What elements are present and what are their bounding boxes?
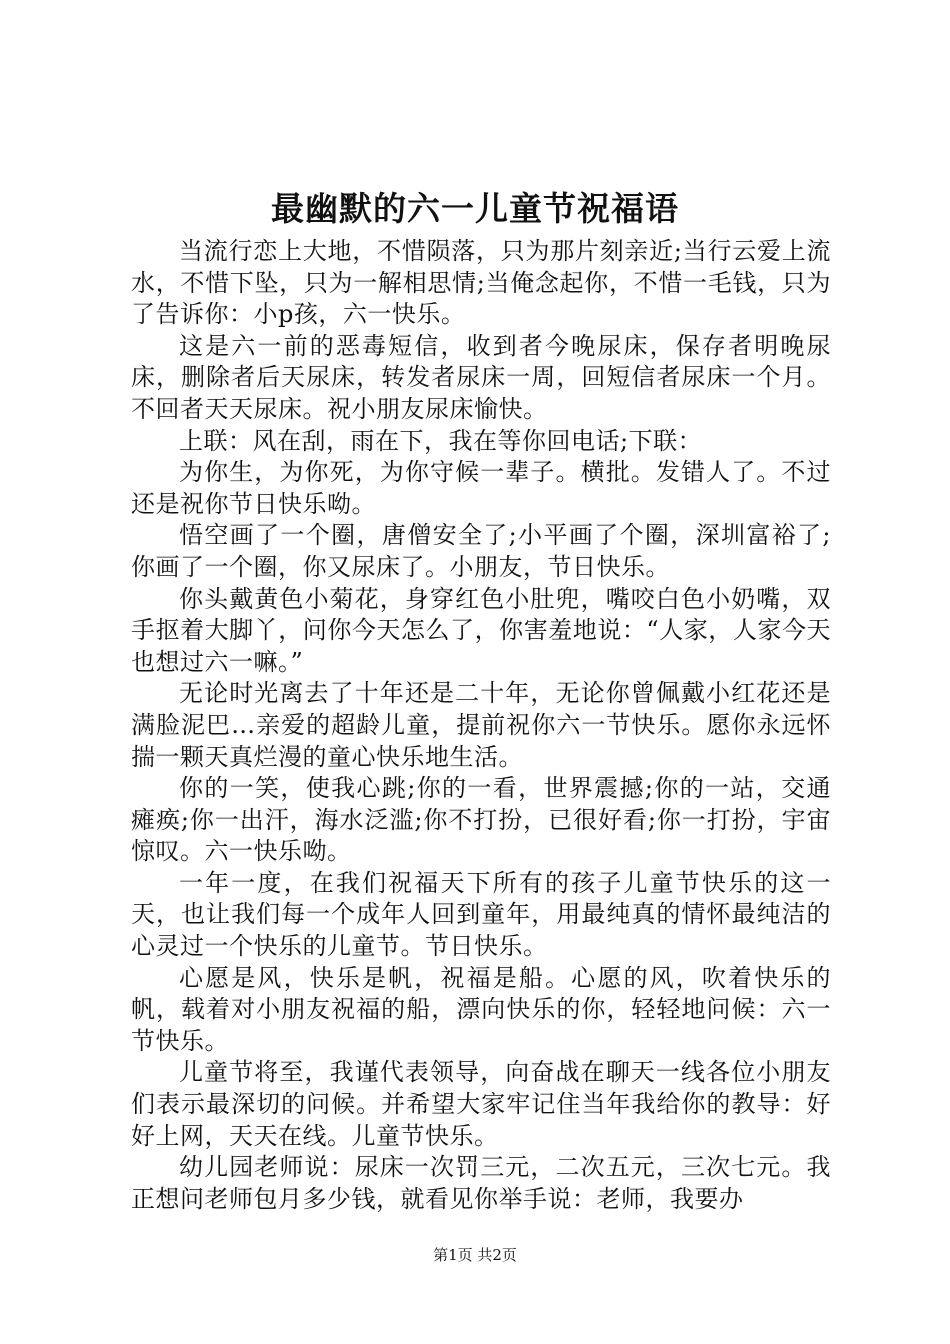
paragraph: 这是六一前的恶毒短信，收到者今晚尿床，保存者明晚尿床，删除者后天尿床，转发者尿床一周，回短信者尿床一个月。不回者天天尿床。祝小朋友尿床愉快。 xyxy=(131,331,831,423)
paragraph: 悟空画了一个圈，唐僧安全了;小平画了个圈，深圳富裕了;你画了一个圈，你又尿床了。小朋友，节日快乐。 xyxy=(131,521,831,581)
paragraph: 你的一笑，使我心跳;你的一看，世界震撼;你的一站，交通瘫痪;你一出汗，海水泛滥;你不打扮，已很好看;你一打扮，宇宙惊叹。六一快乐呦。 xyxy=(131,774,831,866)
paragraph: 为你生，为你死，为你守候一辈子。横批。发错人了。不过还是祝你节日快乐呦。 xyxy=(131,458,831,518)
paragraph: 一年一度，在我们祝福天下所有的孩子儿童节快乐的这一天，也让我们每一个成年人回到童年，用最纯真的情怀最纯洁的心灵过一个快乐的儿童节。节日快乐。 xyxy=(131,868,831,961)
document-body xyxy=(131,236,831,1215)
paragraph: 心愿是风，快乐是帆，祝福是船。心愿的风，吹着快乐的帆，载着对小朋友祝福的船，漂向快乐的你，轻轻地问候：六一节快乐。 xyxy=(131,963,831,1055)
paragraph: 儿童节将至，我谨代表领导，向奋战在聊天一线各位小朋友们表示最深切的问候。并希望大家牢记住当年我给你的教导：好好上网，天天在线。儿童节快乐。 xyxy=(131,1058,831,1150)
page-footer: 第1页 共2页 xyxy=(433,1246,517,1264)
paragraph: 你头戴黄色小菊花，身穿红色小肚兜，嘴咬白色小奶嘴，双手抠着大脚丫，问你今天怎么了，你害羞地说：“人家，人家今天也想过六一嘛。” xyxy=(131,584,831,676)
paragraph: 上联：风在刮，雨在下，我在等你回电话;下联： xyxy=(179,426,703,455)
paragraph: 幼儿园老师说：尿床一次罚三元，二次五元，三次七元。我正想问老师包月多少钱，就看见你举手说：老师，我要办 xyxy=(131,1153,831,1213)
paragraph: 无论时光离去了十年还是二十年，无论你曾佩戴小红花还是满脸泥巴…亲爱的超龄儿童，提前祝你六一节快乐。愿你永远怀揣一颗天真烂漫的童心快乐地生活。 xyxy=(131,679,831,771)
page-title: 最幽默的六一儿童节祝福语 xyxy=(271,189,679,228)
paragraph: 当流行恋上大地，不惜陨落，只为那片刻亲近;当行云爱上流水，不惜下坠，只为一解相思情;当俺念起你，不惜一毛钱，只为了告诉你：小p孩，六一快乐。 xyxy=(131,237,831,329)
